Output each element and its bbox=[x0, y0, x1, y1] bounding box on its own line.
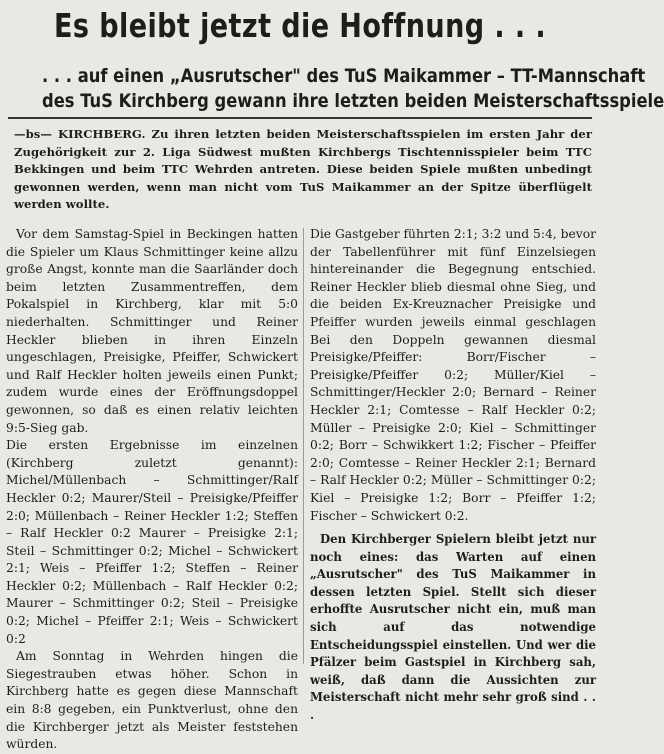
left-paragraph-1: Vor dem Samstag-Spiel in Beckingen hatten die Spieler um Klaus Schmittinger keine allzu große Angst, konnte man die Saarländer doch beim letzten Zusammentreffen, dem Pokalspiel in Kirchberg, klar mit 5:0 niederhalten. Schmittinger und Reiner Heckler blieben in ihren Einzeln ungeschlagen, Preisigke, Pfeiffer, Schwickert und Ralf Heckler holten jeweils einen Punkt; zudem wurde eines der Eröffnungsdoppel gewonnen, so daß es einen relativ leichten 9:5-Sieg gab. bbox=[6, 227, 298, 435]
headline: Es bleibt jetzt die Hoffnung . . . bbox=[54, 6, 547, 45]
right-column bbox=[310, 226, 596, 725]
column-divider bbox=[303, 228, 304, 664]
subheadline-line-1: . . . auf einen „Ausrutscher" des TuS Maikammer – TT-Mannschaft bbox=[42, 65, 646, 87]
headline-rule bbox=[8, 117, 592, 119]
intro-paragraph: —bs— KIRCHBERG. Zu ihren letzten beiden Meisterschaftsspielen im ersten Jahr der Zugehörigkeit zur 2. Liga Südwest mußten Kirchbergs Tischtennisspieler beim TTC Bekkingen und beim TTC Wehrden antreten. Diese beiden Spiele mußten unbedingt gewonnen werden, wenn man nicht vom TuS Maikammer an der Spitze überflügelt werden wollte. bbox=[14, 127, 592, 212]
subheadline-line-2: des TuS Kirchberg gewann ihre letzten beiden Meisterschaftsspiele bbox=[42, 90, 664, 112]
subheadline bbox=[0, 64, 664, 114]
left-paragraph-2: Die ersten Ergebnisse im einzelnen (Kirchberg zuletzt genannt): Michel/Müllenbach – Schmittinger/Ralf Heckler 0:2; Maurer/Steil – Preisigke/Pfeiffer 2:0; Müllenbach – Reiner Heckler 1:2; Steffen – Ralf Heckler 0:2 Maurer – Preisigke 2:1; Steil – Schmittinger 0:2; Michel – Schwickert 2:1; Weis – Pfeiffer 1:2; Steffen – Reiner Heckler 0:2; Müllenbach – Ralf Heckler 0:2; Maurer – Schmittinger 0:2; Steil – Preisigke 0:2; Michel – Pfeiffer 2:1; Weis – Schwickert 0:2 bbox=[6, 438, 298, 646]
left-column bbox=[6, 226, 298, 754]
right-paragraph-1: Die Gastgeber führten 2:1; 3:2 und 5:4, bevor der Tabellenführer mit fünf Einzelsiegen hintereinander die Begegnung entschied. Reiner Heckler blieb diesmal ohne Sieg, und die beiden Ex-Kreuznacher Preisigke und Pfeiffer wurden jeweils einmal geschlagen Bei den Doppeln gewannen diesmal Preisigke/Pfeiffer: Borr/Fischer – Preisigke/Pfeiffer 0:2; Müller/Kiel – Schmittinger/Heckler 2:0; Bernard – Reiner Heckler 2:1; Comtesse – Ralf Heckler 0:2; Müller – Preisigke 2:0; Kiel – Schmittinger 0:2; Borr – Schwikkert 1:2; Fischer – Pfeiffer 2:0; Comtesse – Reiner Heckler 2:1; Bernard – Ralf Heckler 0:2; Müller – Schmittinger 0:2; Kiel – Preisigke 1:2; Borr – Pfeiffer 1:2; Fischer – Schwickert 0:2. bbox=[310, 227, 596, 523]
right-paragraph-2: Den Kirchberger Spielern bleibt jetzt nur noch eines: das Warten auf einen „Ausrutscher" des TuS Maikammer in dessen letzten Spiel. Stellt sich dieser erhoffte Ausrutscher nicht ein, muß man sich auf das notwendige Entscheidungsspiel einstellen. Und wer die Pfälzer beim Gastspiel in Kirchberg sah, weiß, daß dann die Aussichten zur Meisterschaft nicht mehr sehr groß sind . . . bbox=[310, 532, 596, 723]
left-paragraph-3: Am Sonntag in Wehrden hingen die Siegestrauben etwas höher. Schon in Kirchberg hatte es gegen diese Mannschaft ein 8:8 gegeben, ein Punktverlust, ohne den die Kirchberger jetzt als Meister feststehen würden. bbox=[6, 649, 298, 752]
